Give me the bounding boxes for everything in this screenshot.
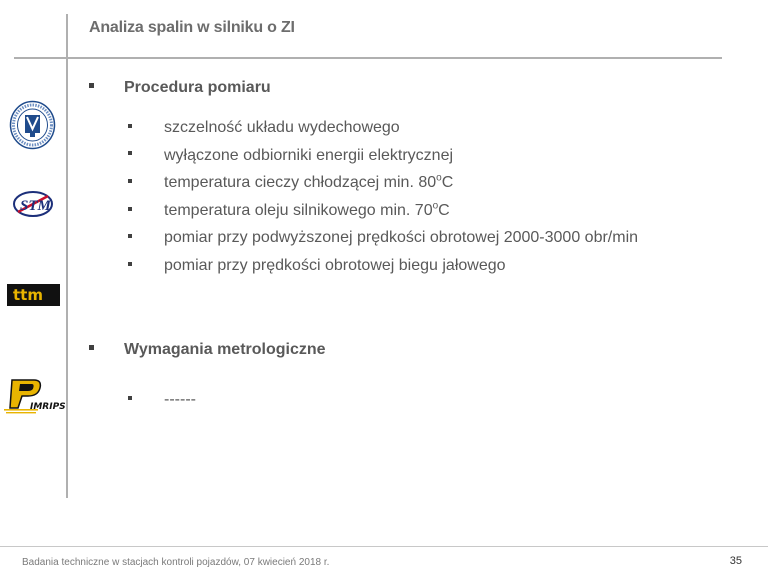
footer-divider [0, 546, 768, 547]
ttm-logo [7, 284, 60, 306]
procedure-list [128, 114, 638, 280]
university-seal-logo [9, 100, 56, 150]
list-item: szczelność układu wydechowego [128, 114, 638, 142]
svg-text:IMRIPS: IMRIPS [30, 402, 66, 412]
vertical-divider [66, 14, 68, 498]
list-item: pomiar przy podwyższonej prędkości obrotowej 2000-3000 obr/min [128, 224, 638, 252]
title-underline [14, 57, 722, 59]
footer-text: Badania techniczne w stacjach kontroli pojazdów, 07 kwiecień 2018 r. [22, 557, 330, 568]
list-item: temperatura cieczy chłodzącej min. 80$^o$C [128, 169, 638, 197]
slide-title: Analiza spalin w silniku o ZI [89, 19, 295, 36]
page-number: 35 [729, 555, 742, 567]
svg-text:ttm: ttm [13, 286, 43, 304]
svg-text:STM: STM [20, 198, 51, 214]
stm-logo [12, 188, 54, 220]
section-heading-metrology: Wymagania metrologiczne [89, 341, 326, 359]
pimrips-logo [4, 378, 66, 414]
list-item: pomiar przy prędkości obrotowej biegu jałowego [128, 252, 638, 280]
section-bullet [89, 345, 94, 350]
list-item: ------ [128, 386, 196, 414]
metrology-list [128, 386, 196, 414]
list-item: temperatura oleju silnikowego min. 70$^o$C [128, 197, 638, 225]
section-bullet [89, 83, 94, 88]
list-item: wyłączone odbiorniki energii elektrycznej [128, 142, 638, 170]
section-heading-procedure: Procedura pomiaru [89, 79, 271, 97]
